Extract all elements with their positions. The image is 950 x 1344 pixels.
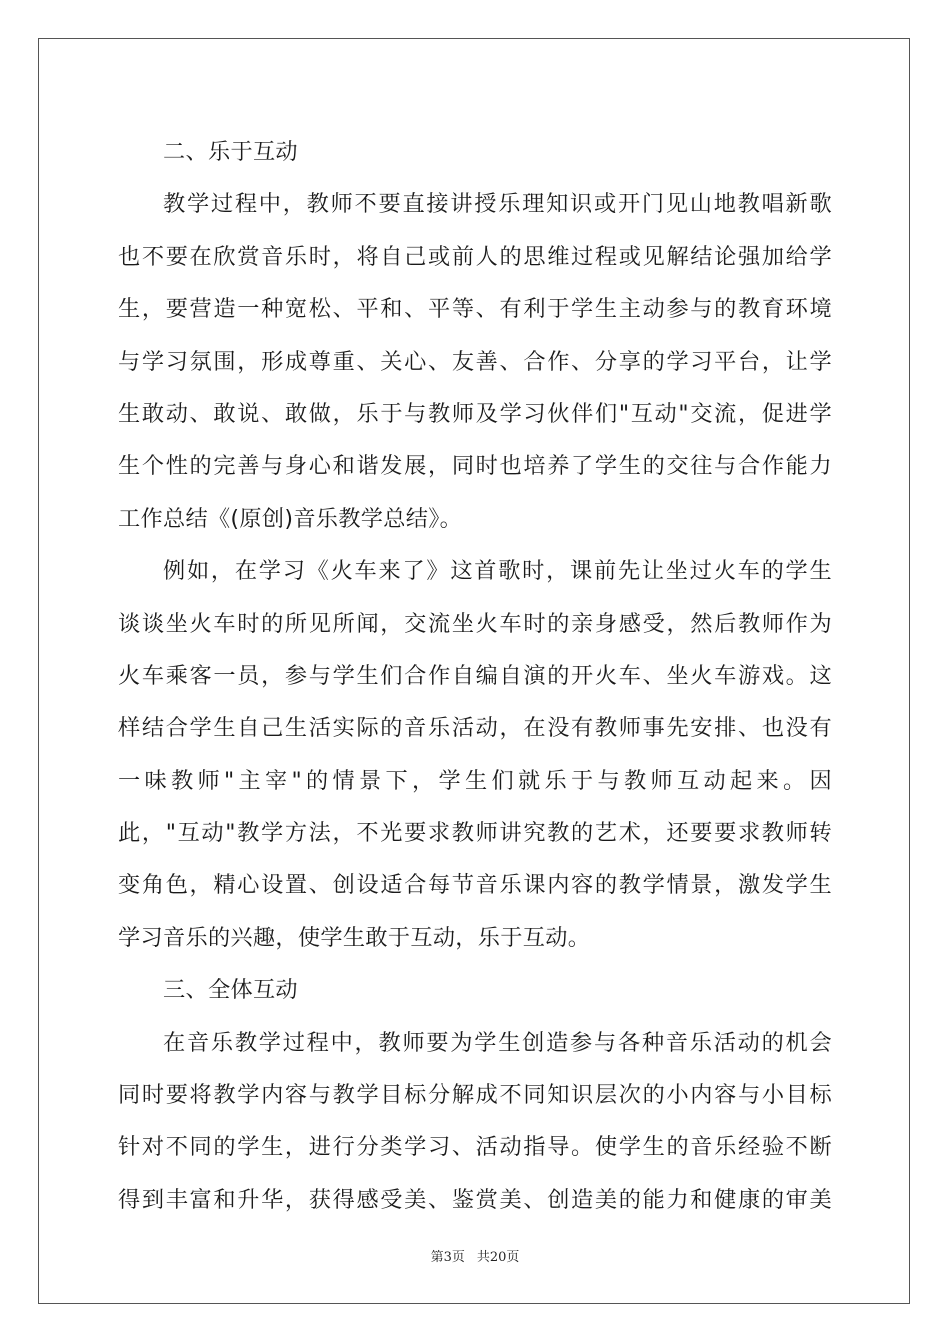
paragraph-line: 工作总结《(原创)音乐教学总结》。 <box>118 505 463 532</box>
section-heading: 二、乐于互动 <box>163 139 298 165</box>
paragraph-line: 一味教师"主宰"的情景下，学生们就乐于与教师互动起来。因 <box>118 767 832 794</box>
paragraph-line: 样结合学生自己生活实际的音乐活动，在没有教师事先安排、也没有 <box>118 715 832 742</box>
paragraph-line: 生，要营造一种宽松、平和、平等、有利于学生主动参与的教育环境 <box>118 296 832 323</box>
page-number: 第3页 <box>430 1250 465 1265</box>
paragraph-line: 此，"互动"教学方法，不光要求教师讲究教的艺术，还要要求教师转 <box>118 820 832 847</box>
paragraph-line: 教学过程中，教师不要直接讲授乐理知识或开门见山地教唱新歌 <box>163 191 832 218</box>
paragraph-line: 得到丰富和升华，获得感受美、鉴赏美、创造美的能力和健康的审美 <box>118 1186 832 1213</box>
paragraph-line: 生个性的完善与身心和谐发展，同时也培养了学生的交往与合作能力 <box>118 453 832 480</box>
paragraph-line: 针对不同的学生，进行分类学习、活动指导。使学生的音乐经验不断 <box>118 1134 832 1161</box>
paragraph-line: 同时要将教学内容与教学目标分解成不同知识层次的小内容与小目标 <box>118 1082 832 1109</box>
paragraph-line: 变角色，精心设置、创设适合每节音乐课内容的教学情景，激发学生 <box>118 872 832 899</box>
document-body <box>118 126 832 1226</box>
paragraph-line: 在音乐教学过程中，教师要为学生创造参与各种音乐活动的机会 <box>163 1029 832 1056</box>
page-footer <box>0 1246 950 1265</box>
page-total: 共20页 <box>476 1250 520 1265</box>
section-heading: 三、全体互动 <box>163 977 298 1004</box>
paragraph-line: 例如，在学习《火车来了》这首歌时，课前先让坐过火车的学生 <box>163 558 832 585</box>
paragraph-line: 与学习氛围，形成尊重、关心、友善、合作、分享的学习平台，让学 <box>118 348 832 375</box>
paragraph-line: 学习音乐的兴趣，使学生敢于互动，乐于互动。 <box>118 924 591 951</box>
paragraph-line: 火车乘客一员，参与学生们合作自编自演的开火车、坐火车游戏。这 <box>118 662 832 689</box>
paragraph-line: 也不要在欣赏音乐时，将自己或前人的思维过程或见解结论强加给学 <box>118 243 832 270</box>
paragraph-line: 谈谈坐火车时的所见所闻，交流坐火车时的亲身感受，然后教师作为 <box>118 610 832 637</box>
paragraph-line: 生敢动、敢说、敢做，乐于与教师及学习伙伴们"互动"交流，促进学 <box>118 400 832 427</box>
